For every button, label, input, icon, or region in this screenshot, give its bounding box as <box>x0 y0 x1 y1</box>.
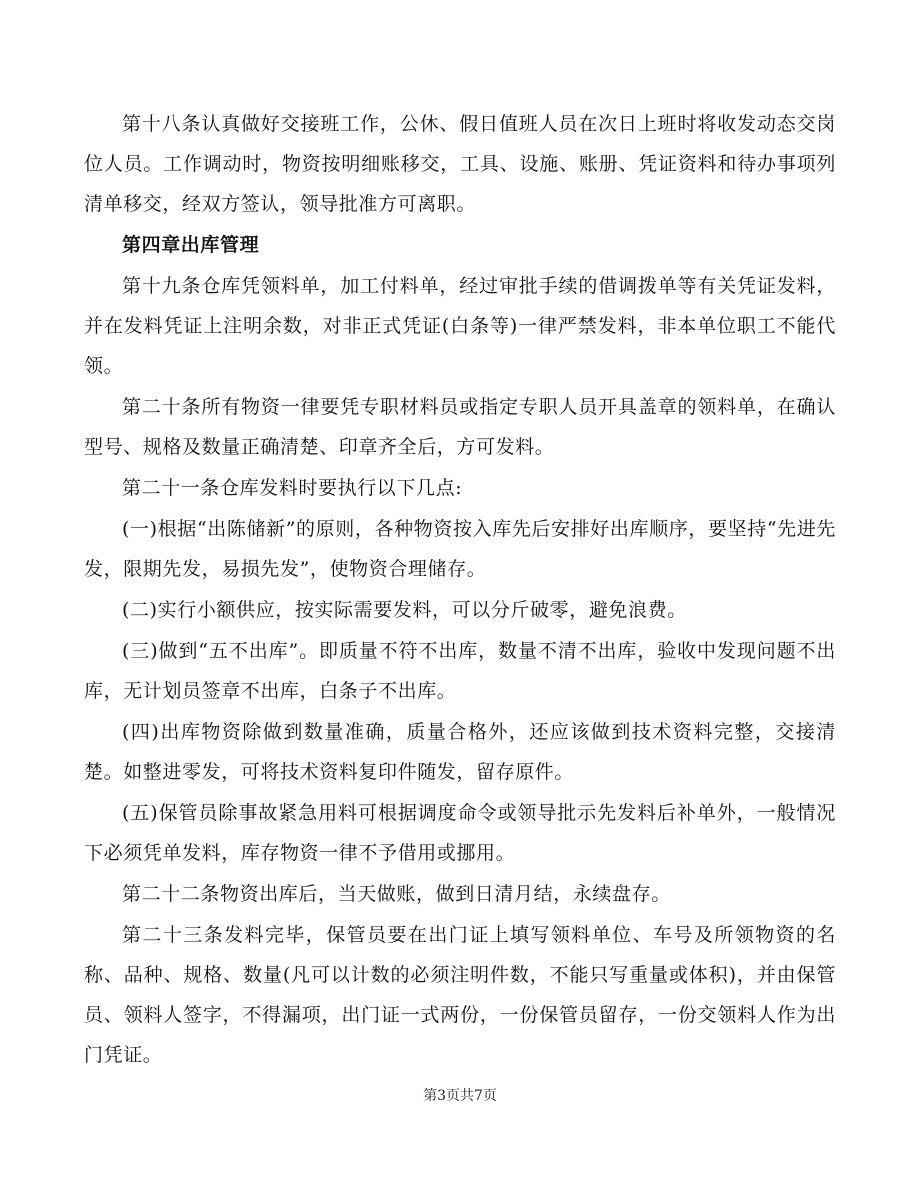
paragraph-item-5: (五)保管员除事故紧急用料可根据调度命令或领导批示先发料后补单外，一般情况下必须凭单发料，库存物资一律不予借用或挪用。 <box>84 802 836 864</box>
paragraph-article-23: 第二十三条发料完毕，保管员要在出门证上填写领料单位、车号及所领物资的名称、品种、规格、数量(凡可以计数的必须注明件数，不能只写重量或体积)，并由保管员、领料人签字，不得漏项，出门证一式两份，一份保管员留存，一份交领料人作为出门凭证。 <box>84 924 836 1066</box>
paragraph-article-18: 第十八条认真做好交接班工作，公休、假日值班人员在次日上班时将收发动态交岗位人员。工作调动时，物资按明细账移交，工具、设施、账册、凭证资料和待办事项列清单移交，经双方签认，领导批准方可离职。 <box>84 113 836 215</box>
paragraph-item-3: (三)做到“五不出库”。即质量不符不出库，数量不清不出库，验收中发现问题不出库，无计划员签章不出库，白条子不出库。 <box>84 640 836 702</box>
paragraph-item-4: (四)出库物资除做到数量准确，质量合格外，还应该做到技术资料完整，交接清楚。如整进零发，可将技术资料复印件随发，留存原件。 <box>84 721 836 783</box>
paragraph-item-1: (一)根据“出陈储新”的原则，各种物资按入库先后安排好出库顺序，要坚持“先进先发，限期先发，易损先发”，使物资合理储存。 <box>84 518 836 580</box>
paragraph-article-20: 第二十条所有物资一律要凭专职材料员或指定专职人员开具盖章的领料单，在确认型号、规格及数量正确清楚、印章齐全后，方可发料。 <box>84 396 836 458</box>
paragraph-article-22: 第二十二条物资出库后，当天做账，做到日清月结，永续盘存。 <box>122 883 671 905</box>
paragraph-article-19: 第十九条仓库凭领料单，加工付料单，经过审批手续的借调拨单等有关凭证发料，并在发料凭证上注明余数，对非正式凭证(白条等)一律严禁发料，非本单位职工不能代领。 <box>84 275 836 377</box>
paragraph-article-21: 第二十一条仓库发料时要执行以下几点: <box>122 477 463 499</box>
chapter-heading: 第四章出库管理 <box>122 234 260 256</box>
page-number-footer: 第3页共7页 <box>423 1088 497 1104</box>
paragraph-item-2: (二)实行小额供应，按实际需要发料，可以分斤破零，避免浪费。 <box>122 599 687 621</box>
